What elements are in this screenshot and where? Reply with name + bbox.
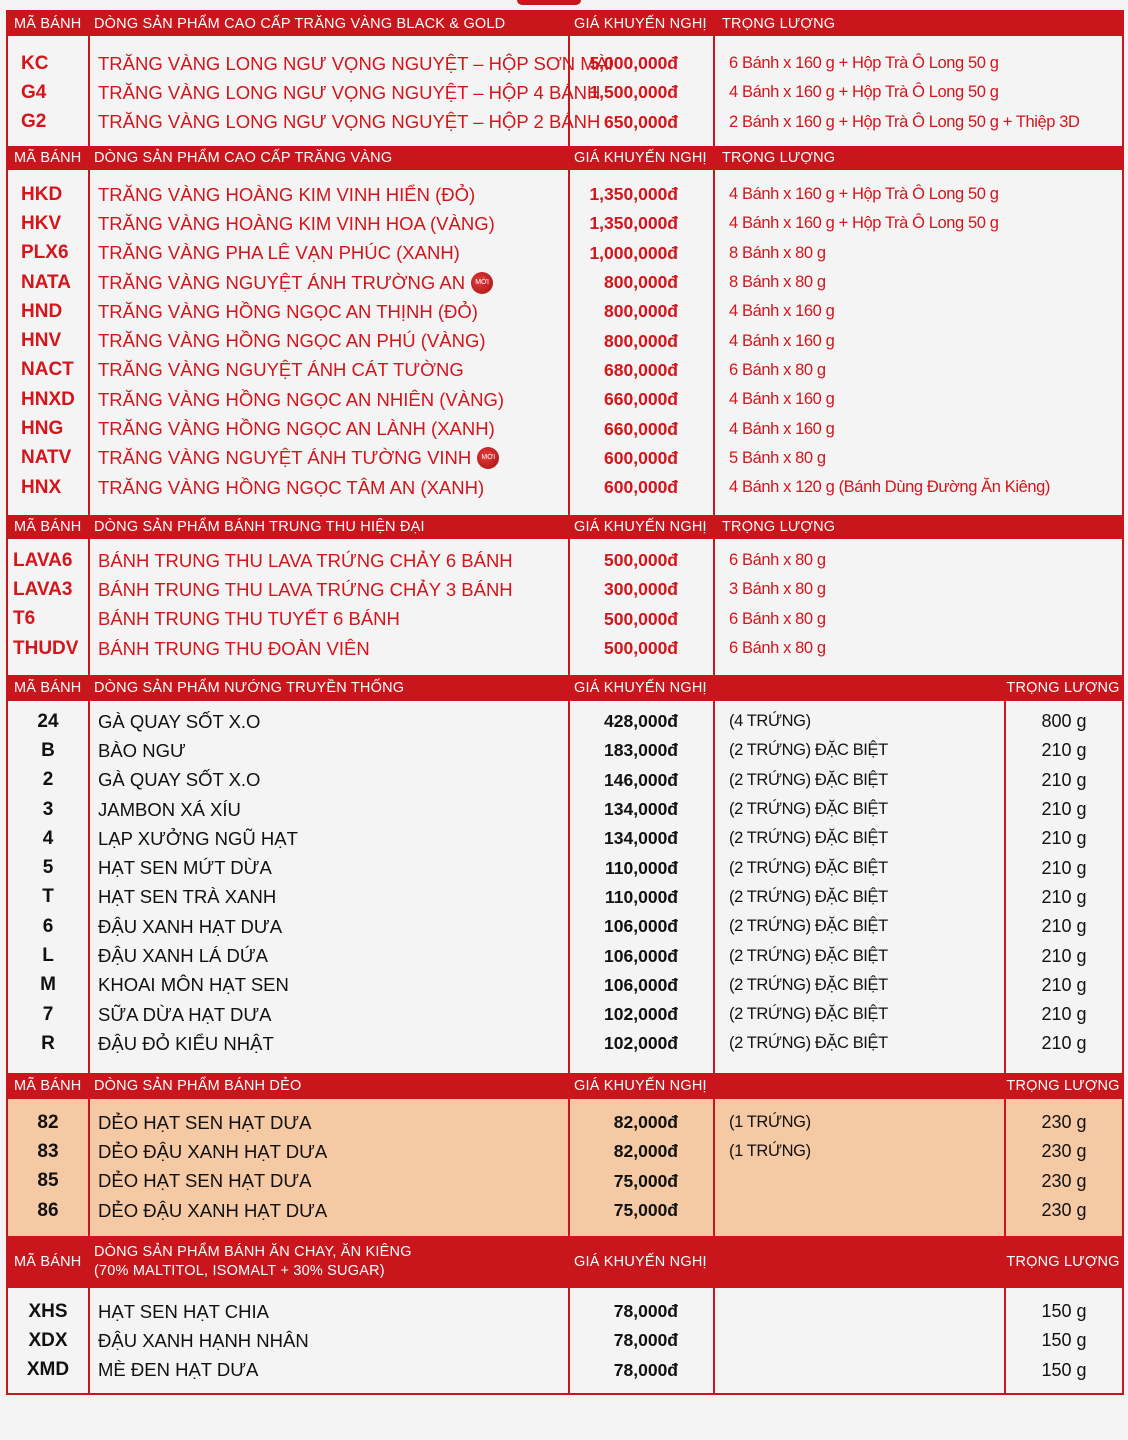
product-weight: 210 g bbox=[1041, 974, 1087, 995]
section-header-trang-vang bbox=[8, 146, 1122, 170]
code-column bbox=[8, 701, 88, 1073]
code-column bbox=[8, 1099, 88, 1236]
product-code: NATA bbox=[21, 271, 71, 293]
product-weight: 4 Bánh x 160 g + Hộp Trà Ô Long 50 g bbox=[729, 83, 999, 102]
price-column bbox=[568, 36, 713, 146]
name-column bbox=[88, 170, 568, 515]
product-weight: 6 Bánh x 80 g bbox=[729, 360, 826, 379]
product-weight: 150 g bbox=[1041, 1330, 1087, 1351]
product-name: HẠT SEN MỨT DỪA bbox=[98, 857, 272, 879]
product-code: 3 bbox=[42, 798, 54, 820]
product-weight: 4 Bánh x 160 g bbox=[729, 302, 835, 321]
header-weight: TRỌNG LƯỢNG bbox=[722, 519, 836, 535]
header-code: MÃ BÁNH bbox=[14, 1078, 82, 1094]
product-name: TRĂNG VÀNG LONG NGƯ VỌNG NGUYỆT – HỘP SƠN MÀI bbox=[98, 52, 614, 74]
product-code: R bbox=[41, 1032, 55, 1054]
product-price: 500,000đ bbox=[604, 608, 678, 629]
product-name: ĐẬU XANH HẠNH NHÂN bbox=[98, 1329, 309, 1351]
weight-column bbox=[713, 170, 1122, 515]
header-price: GIÁ KHUYẾN NGHỊ bbox=[574, 150, 707, 166]
product-weight: 8 Bánh x 80 g bbox=[729, 243, 826, 262]
code-column bbox=[8, 539, 88, 675]
product-code: LAVA3 bbox=[13, 578, 73, 600]
product-code: 85 bbox=[37, 1170, 59, 1192]
price-column bbox=[568, 1099, 713, 1236]
egg-note: (2 TRỨNG) ĐẶC BIỆT bbox=[729, 946, 888, 965]
egg-note: (2 TRỨNG) ĐẶC BIỆT bbox=[729, 829, 888, 848]
product-weight: 3 Bánh x 80 g bbox=[729, 580, 826, 599]
product-weight: 210 g bbox=[1041, 769, 1087, 790]
product-name: DẺO ĐẬU XANH HẠT DƯA bbox=[98, 1199, 328, 1221]
product-code: HNG bbox=[21, 418, 64, 440]
header-section-title: DÒNG SẢN PHẨM BÁNH DẺO bbox=[94, 1078, 302, 1094]
product-weight: 4 Bánh x 160 g bbox=[729, 331, 835, 350]
product-name: TRĂNG VÀNG NGUYỆT ÁNH CÁT TƯỜNG bbox=[98, 359, 464, 381]
section-header-hien-dai bbox=[8, 515, 1122, 539]
price-column bbox=[568, 1288, 713, 1393]
product-name: TRĂNG VÀNG HOÀNG KIM VINH HOA (VÀNG) bbox=[98, 212, 495, 234]
product-weight: 210 g bbox=[1041, 1004, 1087, 1025]
product-name-row bbox=[90, 268, 568, 297]
product-name: TRĂNG VÀNG LONG NGƯ VỌNG NGUYỆT – HỘP 2 BÁNH bbox=[98, 111, 601, 133]
product-price: 78,000đ bbox=[613, 1301, 678, 1322]
product-price: 110,000đ bbox=[605, 886, 678, 907]
product-weight: 210 g bbox=[1041, 857, 1087, 878]
header-section-title: DÒNG SẢN PHẨM CAO CẤP TRĂNG VÀNG BLACK & GOLD bbox=[94, 16, 506, 32]
product-name: ĐẬU ĐỎ KIỂU NHẬT bbox=[98, 1032, 274, 1054]
product-weight: 4 Bánh x 160 g + Hộp Trà Ô Long 50 g bbox=[729, 214, 999, 233]
product-name-row bbox=[90, 444, 568, 473]
product-name: BÀO NGƯ bbox=[98, 739, 186, 761]
product-name: GÀ QUAY SỐT X.O bbox=[98, 710, 261, 732]
product-weight: 2 Bánh x 160 g + Hộp Trà Ô Long 50 g + Thiệp 3D bbox=[729, 112, 1080, 131]
product-weight: 210 g bbox=[1041, 945, 1087, 966]
product-price: 800,000đ bbox=[604, 330, 678, 351]
egg-note: (2 TRỨNG) ĐẶC BIỆT bbox=[729, 887, 888, 906]
product-code: NATV bbox=[21, 447, 72, 469]
product-name: BÁNH TRUNG THU LAVA TRỨNG CHẢY 6 BÁNH bbox=[98, 549, 513, 571]
product-price: 82,000đ bbox=[613, 1141, 678, 1162]
product-code: 82 bbox=[37, 1111, 59, 1133]
egg-note bbox=[715, 1167, 1004, 1196]
section-body-hien-dai bbox=[8, 539, 1122, 675]
product-price: 800,000đ bbox=[604, 272, 678, 293]
header-section-subtitle: (70% MALTITOL, ISOMALT + 30% SUGAR) bbox=[94, 1263, 385, 1279]
product-code: 6 bbox=[42, 915, 54, 937]
product-price: 5,000,000đ bbox=[589, 53, 678, 74]
product-code: 4 bbox=[42, 827, 54, 849]
product-name: BÁNH TRUNG THU LAVA TRỨNG CHẢY 3 BÁNH bbox=[98, 578, 513, 600]
product-code: 7 bbox=[42, 1003, 54, 1025]
section-header-deo bbox=[8, 1073, 1122, 1099]
product-name: TRĂNG VÀNG NGUYỆT ÁNH TRƯỜNG AN bbox=[98, 271, 466, 293]
egg-note: (2 TRỨNG) ĐẶC BIỆT bbox=[729, 741, 888, 760]
product-price: 75,000đ bbox=[613, 1170, 678, 1191]
product-code: T6 bbox=[13, 608, 36, 630]
product-weight: 8 Bánh x 80 g bbox=[729, 273, 826, 292]
product-price: 680,000đ bbox=[604, 359, 678, 380]
product-name: JAMBON XÁ XÍU bbox=[98, 798, 241, 820]
product-price: 500,000đ bbox=[604, 638, 678, 659]
product-code: HKV bbox=[21, 212, 62, 234]
product-code: XDX bbox=[28, 1329, 68, 1351]
header-weight: TRỌNG LƯỢNG bbox=[1006, 1078, 1120, 1094]
section-header-an-chay bbox=[8, 1236, 1122, 1288]
product-price: 1,350,000đ bbox=[589, 184, 678, 205]
product-weight: 230 g bbox=[1041, 1170, 1087, 1191]
product-code: HND bbox=[21, 300, 63, 322]
product-name: TRĂNG VÀNG LONG NGƯ VỌNG NGUYỆT – HỘP 4 BÁNH bbox=[98, 81, 601, 103]
product-code: 24 bbox=[37, 710, 59, 732]
header-code: MÃ BÁNH bbox=[14, 16, 82, 32]
product-name: DẺO HẠT SEN HẠT DƯA bbox=[98, 1170, 312, 1192]
product-weight: 6 Bánh x 80 g bbox=[729, 551, 826, 570]
product-price: 134,000đ bbox=[604, 799, 678, 820]
weight-column bbox=[713, 36, 1122, 146]
header-weight: TRỌNG LƯỢNG bbox=[1006, 1254, 1120, 1270]
product-code: THUDV bbox=[13, 637, 79, 659]
product-price: 800,000đ bbox=[604, 301, 678, 322]
product-price: 660,000đ bbox=[604, 418, 678, 439]
product-weight: 210 g bbox=[1041, 916, 1087, 937]
product-name: TRĂNG VÀNG HỒNG NGỌC AN THỊNH (ĐỎ) bbox=[98, 300, 478, 322]
section-body-deo bbox=[8, 1099, 1122, 1236]
header-section-title: DÒNG SẢN PHẨM CAO CẤP TRĂNG VÀNG bbox=[94, 150, 393, 166]
product-weight: 210 g bbox=[1041, 886, 1087, 907]
product-code: PLX6 bbox=[21, 242, 69, 264]
header-section-title: DÒNG SẢN PHẨM BÁNH ĂN CHAY, ĂN KIÊNG bbox=[94, 1244, 412, 1260]
product-name: HẠT SEN TRÀ XANH bbox=[98, 886, 277, 908]
header-section-title: DÒNG SẢN PHẨM NƯỚNG TRUYỀN THỐNG bbox=[94, 680, 405, 696]
product-code: HNV bbox=[21, 330, 62, 352]
product-price: 102,000đ bbox=[604, 1033, 678, 1054]
egg-note: (2 TRỨNG) ĐẶC BIỆT bbox=[729, 858, 888, 877]
product-price: 106,000đ bbox=[604, 945, 678, 966]
egg-note: (1 TRỨNG) bbox=[729, 1113, 811, 1132]
name-column bbox=[88, 1099, 568, 1236]
product-weight: 6 Bánh x 80 g bbox=[729, 609, 826, 628]
product-name: KHOAI MÔN HẠT SEN bbox=[98, 974, 289, 996]
product-name: DẺO HẠT SEN HẠT DƯA bbox=[98, 1111, 312, 1133]
header-weight: TRỌNG LƯỢNG bbox=[722, 16, 836, 32]
code-column bbox=[8, 36, 88, 146]
product-code: LAVA6 bbox=[13, 549, 73, 571]
product-weight: 6 Bánh x 160 g + Hộp Trà Ô Long 50 g bbox=[729, 54, 999, 73]
egg-note bbox=[715, 1196, 1004, 1225]
product-price: 660,000đ bbox=[604, 389, 678, 410]
product-weight: 4 Bánh x 160 g bbox=[729, 390, 835, 409]
product-weight: 4 Bánh x 160 g bbox=[729, 419, 835, 438]
product-weight: 210 g bbox=[1041, 799, 1087, 820]
product-code: G2 bbox=[21, 111, 47, 133]
product-name: BÁNH TRUNG THU ĐOÀN VIÊN bbox=[98, 637, 370, 659]
product-weight: 230 g bbox=[1041, 1112, 1087, 1133]
name-column bbox=[88, 701, 568, 1073]
name-column bbox=[88, 1288, 568, 1393]
product-weight: 150 g bbox=[1041, 1301, 1087, 1322]
product-weight: 6 Bánh x 80 g bbox=[729, 639, 826, 658]
product-code: NACT bbox=[21, 359, 74, 381]
header-code: MÃ BÁNH bbox=[14, 1254, 82, 1270]
egg-column bbox=[713, 701, 1004, 1073]
product-weight: 4 Bánh x 120 g (Bánh Dùng Đường Ăn Kiêng) bbox=[729, 478, 1051, 497]
product-weight: 230 g bbox=[1041, 1200, 1087, 1221]
price-column bbox=[568, 170, 713, 515]
egg-note: (1 TRỨNG) bbox=[729, 1142, 811, 1161]
product-weight: 210 g bbox=[1041, 740, 1087, 761]
product-name: TRĂNG VÀNG HỒNG NGỌC AN NHIÊN (VÀNG) bbox=[98, 388, 505, 410]
weight-column bbox=[713, 539, 1122, 675]
product-code: M bbox=[40, 974, 56, 996]
name-column bbox=[88, 539, 568, 675]
product-code: L bbox=[42, 945, 54, 967]
product-price: 106,000đ bbox=[604, 916, 678, 937]
product-price: 110,000đ bbox=[605, 857, 678, 878]
product-name: GÀ QUAY SỐT X.O bbox=[98, 769, 261, 791]
product-weight: 150 g bbox=[1041, 1359, 1087, 1380]
product-name: TRĂNG VÀNG HOÀNG KIM VINH HIỂN (ĐỎ) bbox=[98, 183, 476, 205]
product-name: TRĂNG VÀNG NGUYỆT ÁNH TƯỜNG VINH bbox=[98, 447, 472, 469]
header-weight: TRỌNG LƯỢNG bbox=[1006, 680, 1120, 696]
product-code: 5 bbox=[42, 857, 54, 879]
section-body-black-gold bbox=[8, 36, 1122, 146]
egg-note: (2 TRỨNG) ĐẶC BIỆT bbox=[729, 800, 888, 819]
price-column bbox=[568, 539, 713, 675]
product-price: 1,500,000đ bbox=[589, 82, 678, 103]
product-name: TRĂNG VÀNG HỒNG NGỌC AN PHÚ (VÀNG) bbox=[98, 330, 486, 352]
product-code: T bbox=[42, 886, 54, 908]
product-price: 134,000đ bbox=[604, 828, 678, 849]
top-tab-decoration bbox=[517, 0, 581, 5]
product-name: TRĂNG VÀNG HỒNG NGỌC AN LÀNH (XANH) bbox=[98, 418, 495, 440]
header-price: GIÁ KHUYẾN NGHỊ bbox=[574, 680, 707, 696]
price-column bbox=[568, 701, 713, 1073]
product-price: 1,000,000đ bbox=[589, 242, 678, 263]
product-name: TRĂNG VÀNG PHA LÊ VẠN PHÚC (XANH) bbox=[98, 242, 460, 264]
product-name: HẠT SEN HẠT CHIA bbox=[98, 1300, 269, 1322]
product-weight: 230 g bbox=[1041, 1141, 1087, 1162]
header-section-title: DÒNG SẢN PHẨM BÁNH TRUNG THU HIỆN ĐẠI bbox=[94, 519, 425, 535]
product-code: B bbox=[41, 739, 55, 761]
product-price: 78,000đ bbox=[613, 1330, 678, 1351]
price-list-sheet bbox=[6, 10, 1124, 1395]
product-price: 106,000đ bbox=[604, 974, 678, 995]
new-badge-icon: MỚI bbox=[471, 272, 493, 294]
header-price: GIÁ KHUYẾN NGHỊ bbox=[574, 519, 707, 535]
product-name: ĐẬU XANH LÁ DỨA bbox=[98, 945, 269, 967]
product-name: MÈ ĐEN HẠT DƯA bbox=[98, 1359, 259, 1381]
header-weight: TRỌNG LƯỢNG bbox=[722, 150, 836, 166]
new-badge-icon: MỚI bbox=[477, 447, 499, 469]
product-price: 500,000đ bbox=[604, 550, 678, 571]
product-weight: 5 Bánh x 80 g bbox=[729, 448, 826, 467]
product-price: 428,000đ bbox=[604, 711, 678, 732]
product-code: HNX bbox=[21, 476, 62, 498]
product-code: HKD bbox=[21, 183, 63, 205]
empty-column bbox=[713, 1288, 1004, 1393]
weight-column bbox=[1004, 1288, 1122, 1393]
product-price: 78,000đ bbox=[613, 1359, 678, 1380]
product-weight: 800 g bbox=[1041, 711, 1087, 732]
weight-column bbox=[1004, 701, 1122, 1073]
product-price: 102,000đ bbox=[604, 1004, 678, 1025]
header-code: MÃ BÁNH bbox=[14, 680, 82, 696]
product-price: 82,000đ bbox=[613, 1112, 678, 1133]
weight-column bbox=[1004, 1099, 1122, 1236]
header-price: GIÁ KHUYẾN NGHỊ bbox=[574, 1078, 707, 1094]
product-price: 600,000đ bbox=[604, 447, 678, 468]
header-price: GIÁ KHUYẾN NGHỊ bbox=[574, 16, 707, 32]
header-price: GIÁ KHUYẾN NGHỊ bbox=[574, 1254, 707, 1270]
product-price: 300,000đ bbox=[604, 579, 678, 600]
product-price: 600,000đ bbox=[604, 477, 678, 498]
egg-note: (2 TRỨNG) ĐẶC BIỆT bbox=[729, 1005, 888, 1024]
code-column bbox=[8, 170, 88, 515]
egg-note: (2 TRỨNG) ĐẶC BIỆT bbox=[729, 975, 888, 994]
egg-note: (2 TRỨNG) ĐẶC BIỆT bbox=[729, 770, 888, 789]
header-code: MÃ BÁNH bbox=[14, 150, 82, 166]
product-price: 146,000đ bbox=[604, 769, 678, 790]
section-header-nuong bbox=[8, 675, 1122, 701]
product-weight: 210 g bbox=[1041, 828, 1087, 849]
product-price: 75,000đ bbox=[613, 1200, 678, 1221]
product-name: DẺO ĐẬU XANH HẠT DƯA bbox=[98, 1140, 328, 1162]
product-code: KC bbox=[21, 52, 49, 74]
egg-note: (2 TRỨNG) ĐẶC BIỆT bbox=[729, 1034, 888, 1053]
code-column bbox=[8, 1288, 88, 1393]
product-code: HNXD bbox=[21, 388, 75, 410]
product-code: 86 bbox=[37, 1199, 59, 1221]
section-body-an-chay bbox=[8, 1288, 1122, 1393]
section-header-black-gold bbox=[8, 12, 1122, 36]
product-price: 183,000đ bbox=[604, 740, 678, 761]
product-code: XHS bbox=[28, 1300, 68, 1322]
product-weight: 210 g bbox=[1041, 1033, 1087, 1054]
product-weight: 4 Bánh x 160 g + Hộp Trà Ô Long 50 g bbox=[729, 185, 999, 204]
product-code: 2 bbox=[42, 769, 54, 791]
product-name: SỮA DỪA HẠT DƯA bbox=[98, 1003, 272, 1025]
product-price: 1,350,000đ bbox=[589, 213, 678, 234]
product-code: XMD bbox=[26, 1359, 70, 1381]
egg-note: (4 TRỨNG) bbox=[729, 712, 811, 731]
name-column bbox=[88, 36, 614, 146]
product-name: LẠP XƯỞNG NGŨ HẠT bbox=[98, 827, 298, 849]
section-body-trang-vang bbox=[8, 170, 1122, 515]
product-name: ĐẬU XANH HẠT DƯA bbox=[98, 915, 283, 937]
egg-column bbox=[713, 1099, 1004, 1236]
product-price: 650,000đ bbox=[604, 111, 678, 132]
product-name: TRĂNG VÀNG HỒNG NGỌC TÂM AN (XANH) bbox=[98, 476, 485, 498]
header-code: MÃ BÁNH bbox=[14, 519, 82, 535]
product-code: G4 bbox=[21, 81, 47, 103]
product-code: 83 bbox=[37, 1140, 59, 1162]
egg-note: (2 TRỨNG) ĐẶC BIỆT bbox=[729, 917, 888, 936]
header-section-title-block bbox=[88, 1243, 568, 1281]
product-name: BÁNH TRUNG THU TUYẾT 6 BÁNH bbox=[98, 608, 400, 630]
section-body-nuong bbox=[8, 701, 1122, 1073]
